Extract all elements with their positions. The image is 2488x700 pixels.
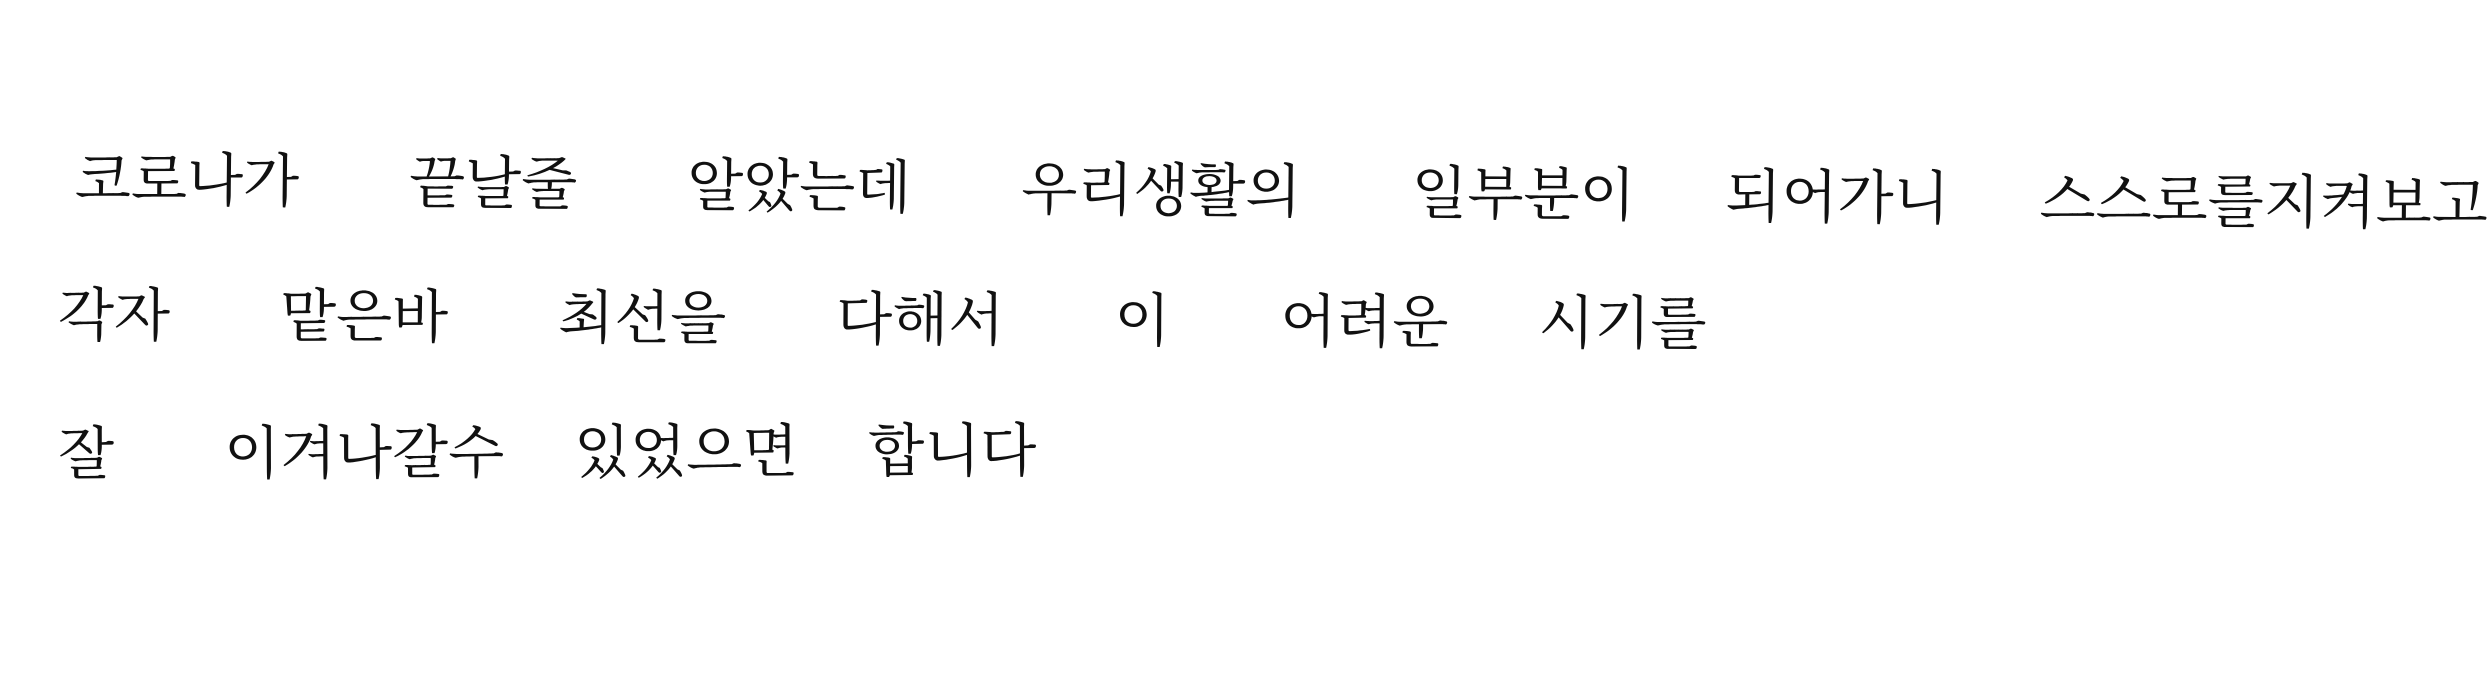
word: 다해서 [836,285,1005,354]
word: 있었으면 [574,417,799,487]
word: 스스로를지켜보고 [2039,165,2488,239]
word: 최선을 [557,283,727,353]
word: 잘 [57,419,115,488]
word: 합니다 [868,416,1037,486]
word: 이겨나갈수 [223,418,505,488]
note-line-1 [74,145,2488,239]
word: 우리생활의 [1020,154,1302,226]
word: 각자 [57,281,171,350]
word: 맡은바 [279,282,449,352]
note-line-3 [57,416,1037,488]
note-line-2 [57,281,1707,358]
word: 알았는데 [686,151,912,222]
word: 끝날줄 [408,148,578,219]
word: 이 [1114,286,1171,355]
word: 코로나가 [74,145,300,216]
word: 시기를 [1538,288,1707,358]
word: 일부분이 [1411,158,1636,230]
word: 어려운 [1280,287,1449,357]
word: 되어가니 [1725,162,1950,233]
